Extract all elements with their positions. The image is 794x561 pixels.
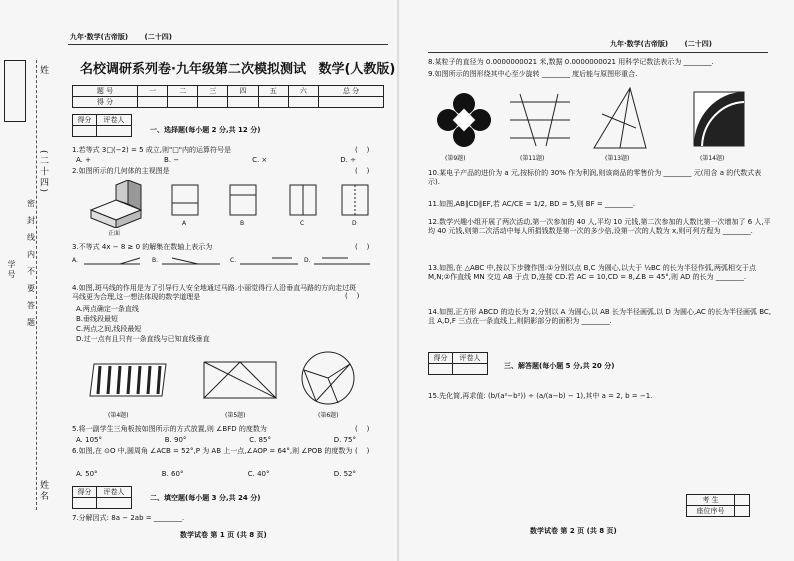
q4-paren: ( ) bbox=[345, 292, 360, 300]
q2-paren: ( ) bbox=[355, 167, 370, 175]
q14-text: 14.如图,正方形 ABCD 的边长为 2,分别以 A 为圆心,以 AB 长为半径画弧,以 D 为圆心,AC 的长为半径画弧 BC,且 A,D,F 三点在一条直线上,则阴影部分的面积为 ________. bbox=[428, 308, 772, 325]
q5-text: 5.将一副学生三角板按如图所示的方式放置,则 ∠BFD 的度数为 bbox=[72, 425, 267, 433]
fig4-caption: (第4题) bbox=[108, 412, 129, 419]
q2-option-b-figure bbox=[228, 183, 258, 217]
q3-option-d: D. bbox=[304, 257, 311, 264]
q2-option-c: C bbox=[300, 220, 305, 227]
header-subject: 九年·数学(古帝版) bbox=[70, 33, 129, 41]
section-1-title: 一、选择题(每小题 2 分,共 12 分) bbox=[150, 126, 261, 134]
page-fold bbox=[397, 0, 399, 561]
q13-text: 13.如图,在 △ABC 中,按以下步骤作图:①分别以点 B,C 为圆心,以大于 ½BC 的长为半径作弧,两弧相交于点 M,N;②作直线 MN 交边 AB 于点 D,连接 CD.若 AC = 10,CD = 8,∠B = 45°,则 AD 的长为 ________. bbox=[428, 264, 757, 281]
fig14-caption: (第14题) bbox=[700, 155, 725, 162]
parallel-lines-figure bbox=[508, 90, 572, 150]
name-label: 姓 bbox=[38, 65, 48, 76]
q6-text: 6.如图,在 ⊙O 中,圆周角 ∠ACB = 52°,P 为 AB 上一点,∠AOP = 64°,则 ∠POB 的度数为 bbox=[72, 447, 353, 455]
circle-figure bbox=[298, 348, 358, 408]
fig13-caption: (第13题) bbox=[605, 155, 630, 162]
right-header: 九年·数学(古帝版) (二十四) bbox=[610, 40, 712, 48]
exam-title: 名校调研系列卷·九年级第二次模拟测试 数学(人教版) bbox=[80, 62, 396, 77]
q1-paren: ( ) bbox=[355, 146, 370, 154]
q1-text: 1.若等式 3□(−2) = 5 成立,则"□"内的运算符号是 bbox=[72, 146, 232, 154]
crosswalk-figure bbox=[88, 358, 170, 402]
q8-text: 8.某粒子的直径为 0.0000000021 米,数据 0.0000000021 用科学记数法表示为 ________. bbox=[428, 58, 714, 66]
square-arc-figure bbox=[690, 88, 750, 150]
q3-paren: ( ) bbox=[355, 243, 370, 251]
subject-title: 数学(人教版) bbox=[318, 62, 396, 77]
q3-option-c: C. bbox=[230, 257, 237, 264]
q11-text: 11.如图,AB∥CD∥EF,若 AC/CE = 1/2, BD = 5,则 BF = ________. bbox=[428, 200, 636, 208]
q6-paren: ( ) bbox=[355, 447, 370, 455]
q3-text: 3.不等式 4x − 8 ≥ 0 的解集在数轴上表示为 bbox=[72, 243, 213, 251]
q9-text: 9.如图所示的图形绕其中心至少旋转 ________ 度后能与原图形重合. bbox=[428, 70, 638, 78]
q12-text: 12.数学兴趣小组开展了两次活动,第一次参加的 40 人,平均 10 元钱,第二次参加的人数比第一次增加了 6 人,平均 40 元钱,则第二次活动中每人所捐钱数是第一次的多少倍,设第一次的人数为 x,则可列方程为 ________. bbox=[428, 218, 771, 235]
seat-number-stamp: 考 生 座位序号 bbox=[686, 494, 750, 517]
score-cell-header: 题 号 bbox=[73, 86, 138, 97]
number-line-figure bbox=[72, 254, 372, 276]
q3-option-b: B. bbox=[152, 257, 159, 264]
q15-text: 15.先化简,再求值: (b/(a²−b²)) ÷ (a/(a−b) − 1),其中 a = 2, b = −1. bbox=[428, 392, 653, 400]
q4-option-c: C.两点之间,线段最短 bbox=[76, 325, 142, 333]
q2-option-a-figure bbox=[170, 183, 200, 217]
seal-line-text: 密 封 线 内 不 要 答 题 bbox=[27, 199, 35, 327]
q2-option-b: B bbox=[240, 220, 245, 227]
q2-front-label: 正面 bbox=[108, 230, 121, 237]
q7-text: 7.分解因式: 8a − 2ab = ________. bbox=[72, 514, 185, 522]
q2-text: 2.如图所示的几何体的主视图是 bbox=[72, 167, 170, 175]
q2-solid-figure bbox=[86, 180, 156, 228]
q4-option-a: A.两点确定一条直线 bbox=[76, 305, 139, 313]
fig5-caption: (第5题) bbox=[225, 412, 246, 419]
triangle-construction-figure bbox=[590, 84, 650, 154]
q2-option-d-figure bbox=[340, 183, 370, 217]
q1-options: A. + B. − C. × D. ÷ bbox=[76, 156, 356, 164]
section-3-title: 三、解答题(每小题 5 分,共 20 分) bbox=[504, 362, 615, 370]
scorebox-1: 得分 评卷人 bbox=[72, 114, 132, 137]
q2-option-a: A bbox=[182, 220, 187, 227]
number-label: 学号 bbox=[7, 260, 16, 280]
right-footer: 数学试卷 第 2 页 (共 8 页) bbox=[530, 527, 617, 535]
q5-options: A. 105° B. 90° C. 85° D. 75° bbox=[76, 436, 356, 444]
q3-number-lines bbox=[72, 254, 372, 276]
fig11-caption: (第11题) bbox=[520, 155, 545, 162]
score-table: 题 号 一 二 三 四 五 六 总 分 得 分 bbox=[72, 85, 384, 108]
fig9-caption: (第9题) bbox=[445, 155, 466, 162]
right-page bbox=[400, 0, 794, 561]
left-footer: 数学试卷 第 1 页 (共 8 页) bbox=[180, 531, 267, 539]
q2-option-c-figure bbox=[288, 183, 318, 217]
triangle-boards-figure bbox=[200, 352, 280, 404]
q4-option-d: D.过一点有且只有一条直线与已知直线垂直 bbox=[76, 335, 210, 343]
left-header bbox=[70, 33, 172, 42]
header-number: (二十四) bbox=[144, 33, 172, 41]
section-2-title: 二、填空题(每小题 3 分,共 24 分) bbox=[150, 494, 261, 502]
q10-text: 10.某电子产品的进价为 a 元,按标价的 30% 作为利润,则该商品的零售价为 ________ 元(用含 a 的代数式表示). bbox=[428, 169, 762, 186]
scorebox-3: 得分 评卷人 bbox=[428, 352, 488, 375]
q5-paren: ( ) bbox=[355, 425, 370, 433]
rotation-pattern-figure bbox=[436, 92, 492, 148]
binding-margin bbox=[2, 60, 62, 510]
q4-text: 4.如图,斑马线的作用是为了引导行人安全地通过马路.小丽觉得行人沿垂直马路的方向走过斑马线更为合理,这一想法体现的数学道理是 bbox=[72, 284, 357, 301]
seal-label: (二十四) bbox=[38, 150, 48, 195]
q3-option-a: A. bbox=[72, 257, 78, 264]
q6-options: A. 50° B. 60° C. 40° D. 52° bbox=[76, 470, 356, 478]
fig6-caption: (第6题) bbox=[318, 412, 339, 419]
q2-option-d: D bbox=[352, 220, 357, 227]
scorebox-2: 得分 评卷人 bbox=[72, 486, 132, 509]
name-label-bottom: 姓名 bbox=[38, 480, 48, 502]
q4-option-b: B.垂线段最短 bbox=[76, 315, 119, 323]
